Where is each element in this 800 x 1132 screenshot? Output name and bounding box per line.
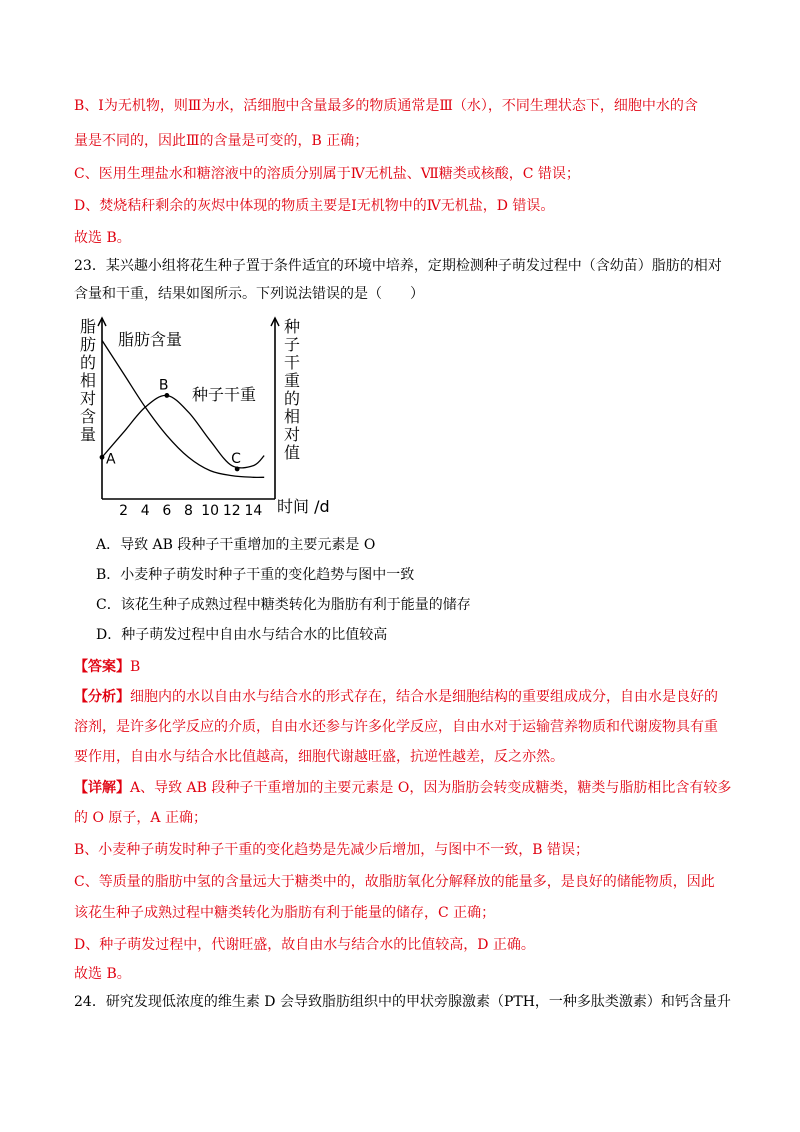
q23-graph	[74, 312, 334, 530]
analysis-line2: 溶剂，是许多化学反应的介质，自由水还参与许多化学反应，自由水对于运输营养物质和代谢废物具有重	[74, 719, 718, 735]
point-label-c: C	[231, 450, 241, 467]
point-label-b: B	[158, 377, 169, 394]
q23-option-b: B．小麦种子萌发时种子干重的变化趋势与图中一致	[96, 567, 415, 583]
y-axis-label-right: 种子干重的相对值	[283, 317, 301, 462]
prev-answer-choice: 故选 B。	[74, 230, 131, 246]
point-label-a: A	[106, 451, 116, 468]
x-tick-label: 2	[119, 503, 129, 519]
detail-line-b: B、小麦种子萌发时种子干重的变化趋势是先减少后增加，与图中不一致，B 错误；	[74, 842, 590, 858]
x-axis-label: 时间 /d	[277, 497, 330, 516]
series-label-fat: 脂肪含量	[118, 330, 183, 349]
series-label-dry-weight: 种子干重	[192, 385, 257, 404]
x-tick-label: 4	[140, 503, 150, 519]
x-tick-label: 12	[222, 503, 241, 519]
detail-label: 【详解】	[74, 780, 130, 796]
x-tick-label: 8	[184, 503, 193, 519]
x-tick-label: 10	[201, 503, 220, 519]
detail-line-a2: 的 O 原子，A 正确；	[74, 810, 207, 826]
answer-line	[74, 657, 140, 677]
x-tick-label: 14	[244, 503, 263, 519]
analysis-text-1: 细胞内的水以自由水与结合水的形式存在，结合水是细胞结构的重要组成成分，自由水是良好的	[130, 689, 718, 705]
answer-choice: 故选 B。	[74, 966, 131, 982]
point-b	[164, 393, 169, 398]
detail-line-c2: 该花生种子成熟过程中糖类转化为脂肪有利于能量的储存，C 正确；	[74, 905, 496, 921]
analysis-label: 【分析】	[74, 689, 130, 705]
prev-answer-b-line2: 量是不同的，因此Ⅲ的含量是可变的，B 正确；	[74, 133, 369, 149]
prev-answer-d-line: D、焚烧秸秆剩余的灰烬中体现的物质主要是Ⅰ无机物中的Ⅳ无机盐，D 错误。	[74, 198, 555, 214]
prev-answer-c-line: C、医用生理盐水和糖溶液中的溶质分别属于Ⅳ无机盐、Ⅶ糖类或核酸，C 错误；	[74, 166, 580, 182]
q23-option-a: A．导致 AB 段种子干重增加的主要元素是 O	[96, 537, 376, 553]
detail-line-c1: C、等质量的脂肪中氢的含量远大于糖类中的，故脂肪氧化分解释放的能量多，是良好的储能物质，因此	[74, 874, 715, 890]
prev-answer-b-line1: B、Ⅰ为无机物，则Ⅲ为水，活细胞中含量最多的物质通常是Ⅲ（水），不同生理状态下，细胞中水的含	[74, 98, 698, 114]
answer-value: B	[130, 659, 141, 675]
analysis-line3: 要作用，自由水与结合水比值越高，细胞代谢越旺盛，抗逆性越差，反之亦然。	[74, 749, 564, 765]
q23-stem-line2: 含量和干重，结果如图所示。下列说法错误的是（ ）	[74, 286, 424, 302]
point-c	[235, 467, 240, 472]
q24-stem-line1: 24．研究发现低浓度的维生素 D 会导致脂肪组织中的甲状旁腺激素（PTH，一种多肽类激素）和钙含量升	[74, 994, 731, 1010]
answer-label: 【答案】	[74, 659, 130, 675]
q23-option-c: C．该花生种子成熟过程中糖类转化为脂肪有利于能量的储存	[96, 597, 471, 613]
detail-text-a1: A、导致 AB 段种子干重增加的主要元素是 O，因为脂肪会转变成糖类，糖类与脂肪相比含有较多	[130, 780, 732, 796]
detail-line-a1	[74, 778, 731, 798]
point-a	[100, 455, 105, 460]
q23-stem-line1: 23．某兴趣小组将花生种子置于条件适宜的环境中培养，定期检测种子萌发过程中（含幼苗）脂肪的相对	[74, 258, 722, 274]
detail-line-d: D、种子萌发过程中，代谢旺盛，故自由水与结合水的比值较高，D 正确。	[74, 937, 535, 953]
analysis-line1	[74, 687, 718, 707]
y-axis-label-left: 脂肪的相对含量	[79, 317, 97, 444]
q23-option-d: D．种子萌发过程中自由水与结合水的比值较高	[96, 627, 388, 643]
x-tick-label: 6	[162, 503, 172, 519]
